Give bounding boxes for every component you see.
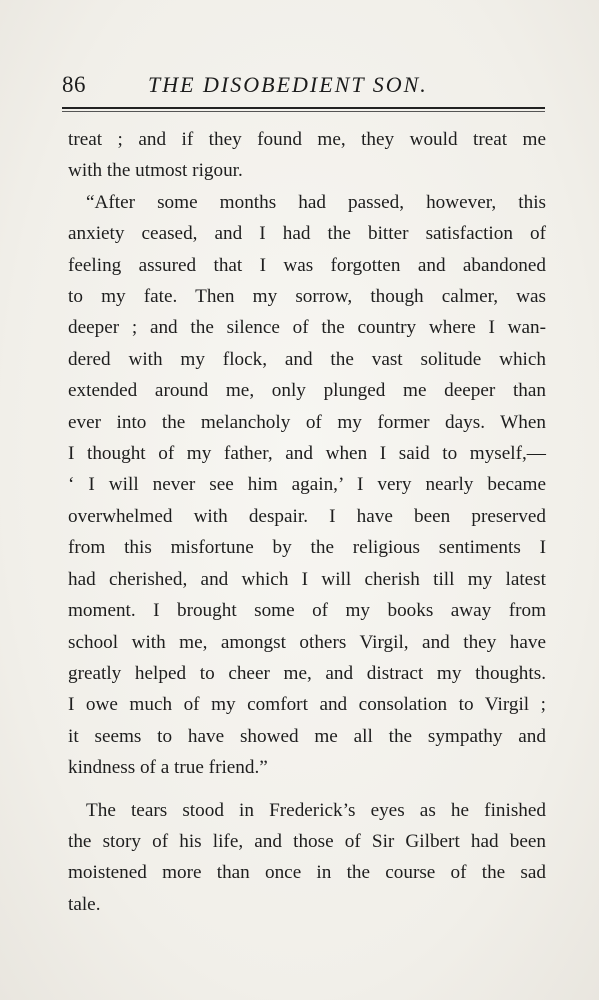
text-line: school with me, amongst others Virgil, and they have xyxy=(68,631,546,653)
text-line: deeper ; and the silence of the country where I wan- xyxy=(68,317,546,339)
page-header xyxy=(60,66,544,106)
text-line: I owe much of my comfort and consolation to Virgil ; xyxy=(68,694,546,716)
text-line: had cherished, and which I will cherish till my latest xyxy=(68,568,546,590)
text-line: kindness of a true friend.” xyxy=(68,757,268,779)
body-text xyxy=(68,124,546,920)
page-number: 86 xyxy=(62,72,86,97)
text-line: I thought of my father, and when I said to myself,— xyxy=(68,443,546,465)
text-line: it seems to have showed me all the sympathy and xyxy=(68,725,546,747)
text-line: dered with my flock, and the vast solitude which xyxy=(68,348,546,370)
text-line: ‘ I will never see him again,’ I very nearly became xyxy=(68,474,546,496)
text-line: feeling assured that I was forgotten and abandoned xyxy=(68,254,546,276)
text-line: the story of his life, and those of Sir Gilbert had been xyxy=(68,830,546,852)
text-line: moistened more than once in the course of the sad xyxy=(68,862,546,884)
text-line: with the utmost rigour. xyxy=(68,160,243,182)
text-line: greatly helped to cheer me, and distract my thoughts. xyxy=(68,662,546,684)
text-line: tale. xyxy=(68,893,101,915)
text-line: ever into the melancholy of my former days. When xyxy=(68,411,546,433)
header-rule xyxy=(62,107,545,109)
text-line: moment. I brought some of my books away from xyxy=(68,600,546,622)
text-line: “After some months had passed, however, this xyxy=(86,191,546,213)
text-line: extended around me, only plunged me deeper than xyxy=(68,380,546,402)
text-line: to my fate. Then my sorrow, though calmer, was xyxy=(68,286,546,308)
text-line: The tears stood in Frederick’s eyes as he finished xyxy=(86,799,546,821)
text-line: treat ; and if they found me, they would treat me xyxy=(68,129,546,150)
text-line: overwhelmed with despair. I have been preserved xyxy=(68,505,546,527)
paragraph-gap xyxy=(68,784,546,795)
running-title: THE DISOBEDIENT SON. xyxy=(148,72,428,97)
header-rule-thin xyxy=(62,111,545,112)
text-line: anxiety ceased, and I had the bitter satisfaction of xyxy=(68,223,546,245)
text-line: from this misfortune by the religious sentiments I xyxy=(68,537,546,559)
